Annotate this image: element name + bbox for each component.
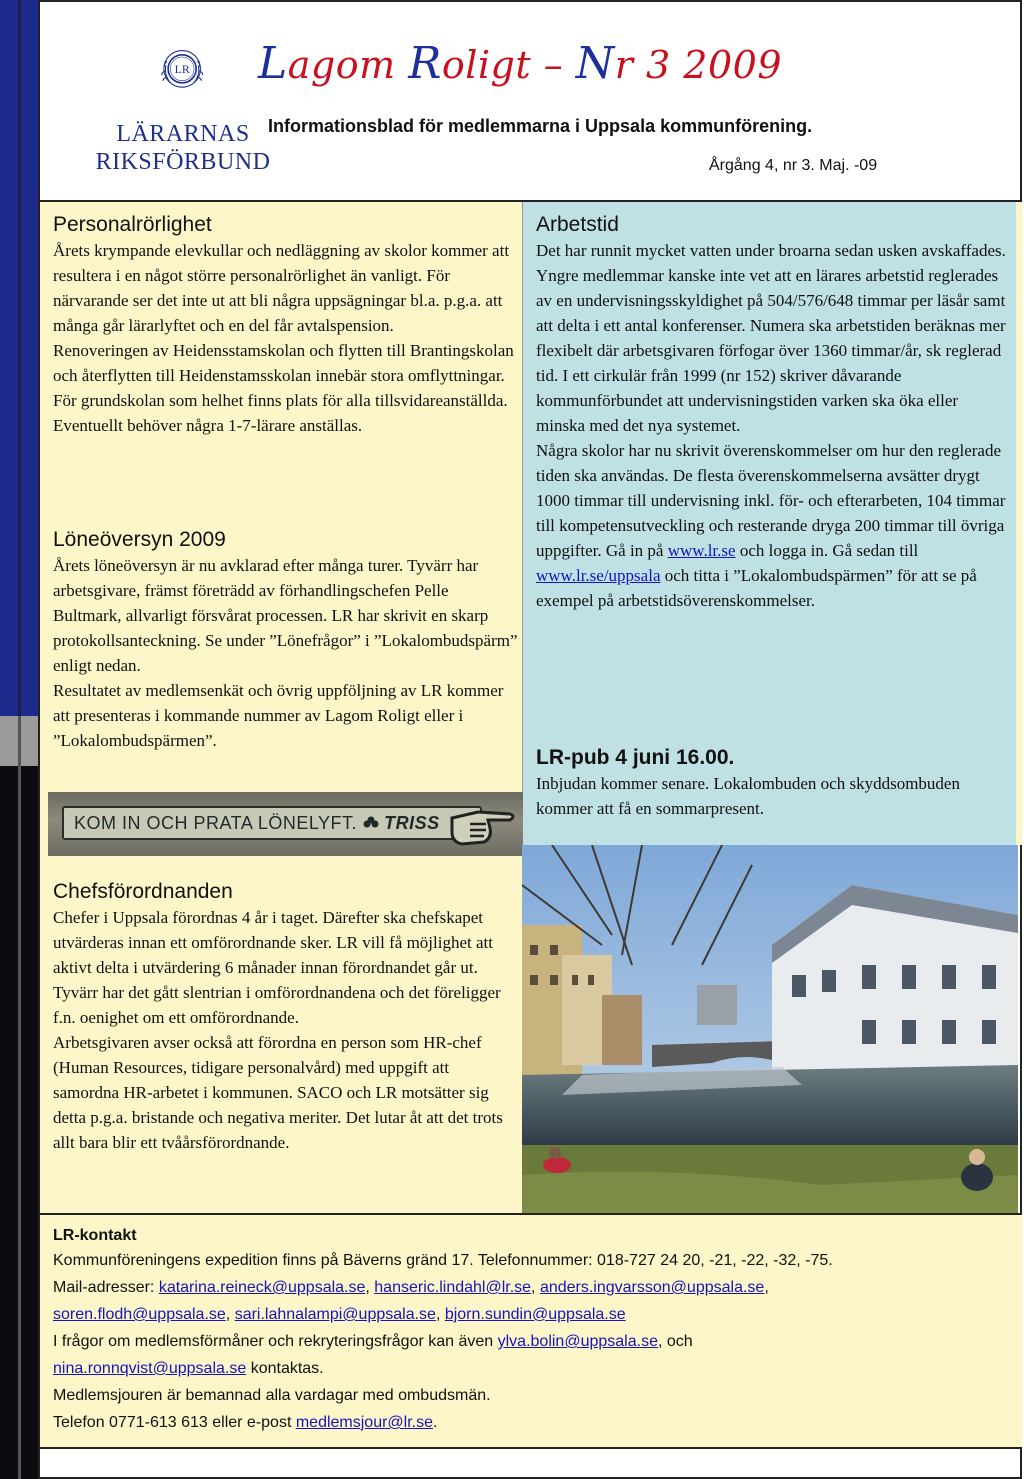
article-paragraph: Chefer i Uppsala förordnas 4 år i taget. Därefter ska chefskapet utvärderas innan ett omförordnande sker. LR vill få möjlighet att aktivt delta i utvärdering 6 månader innan förordnandet går ut. Tyvärr har det gått slentrian i omförordnandena och det föreligger f.n. oenighet om ett omförordnande. [53, 908, 501, 1027]
logo-monogram: LR [174, 62, 190, 77]
article-paragraph: Årets krympande elevkullar och nedläggning av skolor kommer att resultera i en något större personalrörlighet än vanligt. För närvarande ser det inte ut att bli några uppsägningar bl.a. p.g.a. att många går lärarlyftet och en del får avtalspension. [53, 241, 510, 335]
banner-text [74, 813, 440, 834]
article-paragraph: Årets löneöversyn är nu avklarad efter många turer. Tyvärr har arbetsgivare, främst företrädd av förhandlingschefen Pelle Bultmark, allvarligt försvårat processen. LR har skrivit en skarp protokollsanteckning. Se under ”Lönefrågor” i ”Lokalombudspärm” enligt nedan. [53, 556, 518, 675]
article-paragraph: Arbetsgivaren avser också att förordna en person som HR-chef (Human Resources, tidigare personalvård) med uppgift att samordna HR-arbetet i kommunen. SACO och LR motsätter sig detta p.g.a. bristande och negativa meriter. Det lutar åt att det trots allt bara blir ett tvåårsförordnande. [53, 1033, 503, 1152]
title-part: R [408, 38, 442, 89]
email-link[interactable]: nina.ronnqvist@uppsala.se [53, 1360, 247, 1377]
logo-text-line-1: LÄRARNAS [116, 121, 250, 147]
mail-label: Mail-adresser: [53, 1279, 159, 1296]
footer-text: . [433, 1414, 438, 1431]
article-paragraph [536, 438, 1006, 613]
article-chefsforordnanden [53, 879, 515, 1155]
logo-text-line-2: RIKSFÖRBUND [95, 149, 271, 175]
title-part: L [258, 38, 288, 89]
article-lr-pub [536, 745, 1006, 821]
title-part: oligt – [441, 43, 576, 87]
footer-phone [53, 1409, 1009, 1436]
pointing-hand-icon [448, 798, 518, 850]
banner-slogan: KOM IN OCH PRATA LÖNELYFT. [74, 813, 358, 833]
footer-text: kontaktas. [246, 1360, 324, 1377]
article-personalrorlighet [53, 212, 519, 438]
footer-text: , och [657, 1333, 693, 1350]
article-heading: Löneöversyn 2009 [53, 528, 226, 551]
article-heading: Arbetstid [536, 213, 619, 236]
article-paragraph: Renoveringen av Heidensstamskolan och flytten till Brantingskolan och återflytten till Heidenstamsskolan innebär stora omflyttningar. För grundskolan som helhet finns plats för alla tillsvidareanställda. Eventuellt behöver några 1-7-lärare anställas. [53, 341, 514, 435]
footer-mail-list-2: soren.flodh@uppsala.se, sari.lahnalampi@uppsala.se, bjorn.sundin@uppsala.se [53, 1306, 626, 1323]
article-heading: Personalrörlighet [53, 213, 212, 236]
footer-questions [53, 1328, 1009, 1355]
email-link[interactable]: bjorn.sundin@uppsala.se [444, 1306, 626, 1323]
side-band-line-lower [18, 716, 21, 1479]
footer-heading: LR-kontakt [53, 1227, 137, 1244]
footer-mail-list: Mail-adresser: katarina.reineck@uppsala.se, hanseric.lindahl@lr.se, anders.ingvarsson@uppsala.se, [53, 1279, 769, 1296]
email-link[interactable]: soren.flodh@uppsala.se [53, 1306, 226, 1323]
newsletter-title [258, 38, 782, 89]
side-band [0, 0, 38, 1479]
river-photo [522, 845, 1018, 1213]
article-paragraph: Resultatet av medlemsenkät och övrig uppföljning av LR kommer att presenteras i kommande nummer av Lagom Roligt eller i ”Lokalombudspärmen”. [53, 681, 504, 750]
banner-brand: TRISS [384, 813, 440, 833]
logo-text [88, 120, 278, 176]
contact-footer [40, 1213, 1022, 1449]
clover-icon [363, 816, 379, 830]
footer-text: I frågor om medlemsförmåner och rekryteringsfrågor kan även [53, 1333, 498, 1350]
lonelyft-banner [48, 792, 523, 856]
article-paragraph: Det har runnit mycket vatten under broarna sedan usken avskaffades. Yngre medlemmar kanske inte vet att en lärares arbetstid reglerades av en undervisningsskyldighet på 504/576/648 timmar per läsår samt att delta i ett antal konferenser. Numera ska arbetstiden beräknas mer flexibelt där arbetsgivaren förfogar över 1360 timmar/år, sk reglerad tid. I ett cirkulär från 1999 (nr 152) skriver dåvarande kommunförbundet att undervisningstiden varken ska öka eller minska med det nya systemet. [536, 241, 1006, 435]
paragraph-text: och logga in. Gå sedan till [735, 541, 919, 560]
paragraph-text: Några skolor har nu skrivit överenskommelser om hur den reglerade tiden ska användas. De flesta överenskommelserna avsätter drygt 1000 timmar till undervisning inkl. för- och efterarbeten, 104 timmar till kompetensutveckling och resterande dryga 200 timmar till övriga uppgifter. Gå in på [536, 441, 1006, 560]
paragraph-text: och titta i ”Lokalombudspärmen” för att se på exempel på arbetstidsöverenskommelser. [536, 566, 977, 610]
email-link[interactable]: katarina.reineck@uppsala.se [158, 1279, 366, 1296]
email-link[interactable]: hanseric.lindahl@lr.se [374, 1279, 532, 1296]
article-heading: Chefsförordnanden [53, 880, 233, 903]
right-column-edge [1016, 202, 1022, 845]
lr-website-link[interactable]: www.lr.se [667, 541, 736, 560]
email-link[interactable]: medlemsjour@lr.se [295, 1414, 434, 1431]
banner-sign [62, 806, 482, 840]
newsletter-subtitle: Informationsblad för medlemmarna i Uppsala kommunförening. [268, 116, 813, 136]
email-link[interactable]: ylva.bolin@uppsala.se [497, 1333, 658, 1350]
footer-questions-2 [53, 1355, 1009, 1382]
issue-info: Årgång 4, nr 3. Maj. -09 [709, 157, 878, 174]
email-link[interactable]: anders.ingvarsson@uppsala.se [539, 1279, 765, 1296]
email-link[interactable]: sari.lahnalampi@uppsala.se [234, 1306, 436, 1323]
title-part: r 3 2009 [614, 43, 783, 87]
lr-seal-icon [80, 50, 280, 120]
article-heading: LR-pub 4 juni 16.00. [536, 746, 735, 769]
article-loneoversyn [53, 527, 519, 753]
footer-text: Telefon 0771-613 613 eller e-post [53, 1414, 296, 1431]
title-part: agom [287, 43, 409, 87]
article-paragraph: Inbjudan kommer senare. Lokalombuden och skyddsombuden kommer att få en sommarpresent. [536, 774, 960, 818]
footer-jour: Medlemsjouren är bemannad alla vardagar med ombudsmän. [53, 1387, 491, 1404]
article-arbetstid [536, 212, 1006, 613]
footer-address: Kommunföreningens expedition finns på Bäverns gränd 17. Telefonnummer: 018-727 24 20, -21, -22, -32, -75. [53, 1252, 833, 1269]
lr-uppsala-link[interactable]: www.lr.se/uppsala [536, 566, 661, 585]
title-part: N [575, 38, 615, 89]
